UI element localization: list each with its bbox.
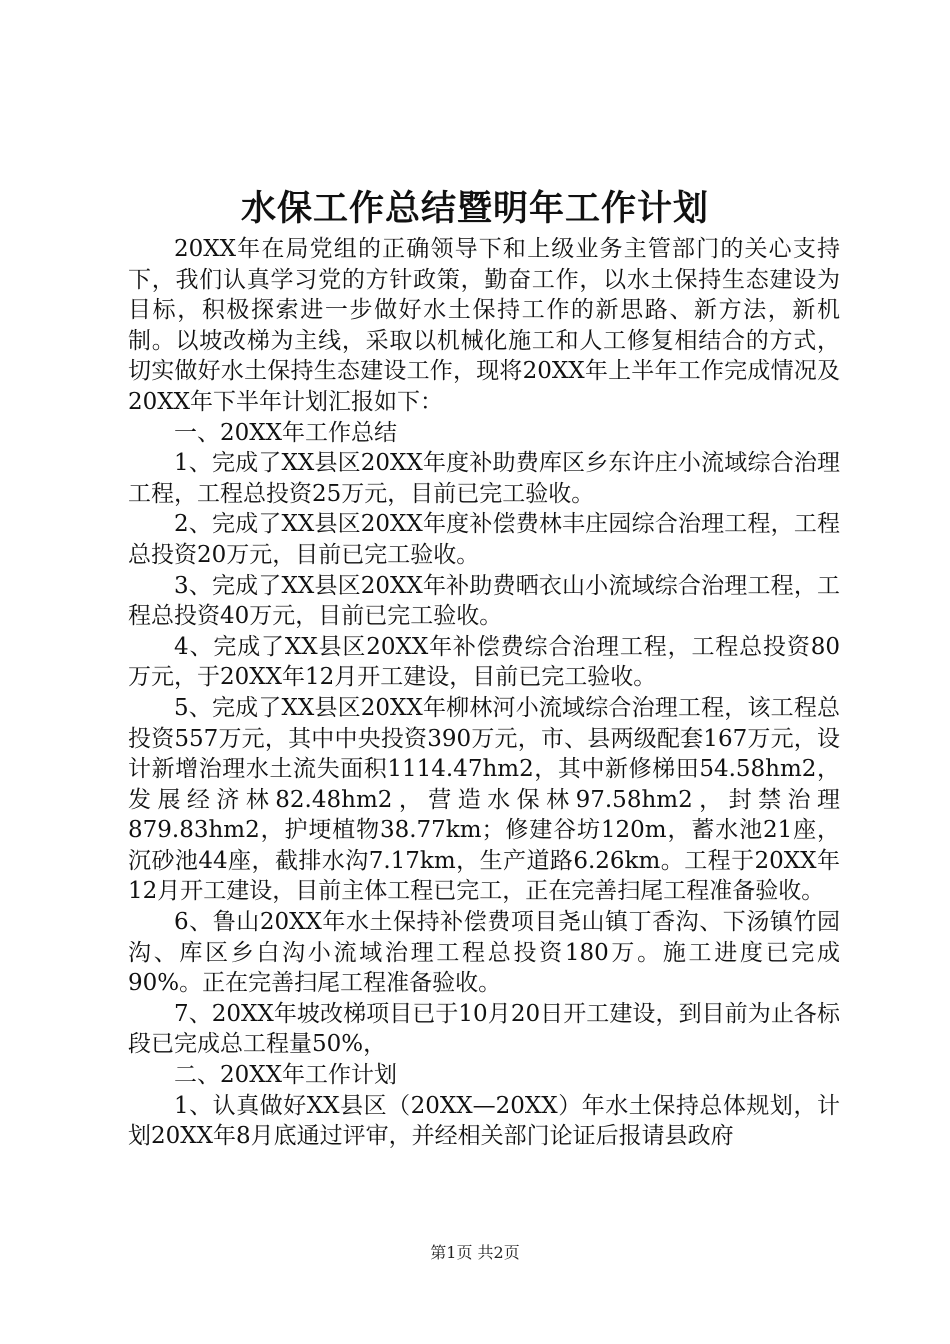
paragraph-intro: 20XX年在局党组的正确领导下和上级业务主管部门的关心支持下，我们认真学习党的方针政策，勤奋工作，以水土保持生态建设为目标，积极探索进一步做好水土保持工作的新思路、新方法，新机制。以坡改梯为主线，采取以机械化施工和人工修复相结合的方式，切实做好水土保持生态建设工作，现将20XX年上半年工作完成情况及20XX年下半年计划汇报如下： xyxy=(128,236,840,415)
paragraph-item-5: 5、完成了XX县区20XX年柳林河小流域综合治理工程，该工程总投资557万元，其中中央投资390万元，市、县两级配套167万元，设计新增治理水土流失面积1114.47hm2，其中新修梯田54.58hm2，发展经济林82.48hm2，营造水保林97.58hm2，封禁治理879.83hm2，护埂植物38.77km；修建谷坊120m，蓄水池21座，沉砂池44座，截排水沟7.17km，生产道路6.26km。工程于20XX年12月开工建设，目前主体工程已完工，正在完善扫尾工程准备验收。 xyxy=(128,694,840,905)
document-body xyxy=(128,234,840,1152)
page-number-footer: 第1页 共2页 xyxy=(430,1243,520,1262)
paragraph-item-1: 1、完成了XX县区20XX年度补助费库区乡东许庄小流域综合治理工程，工程总投资25万元，目前已完工验收。 xyxy=(128,450,840,507)
section-heading-summary: 一、20XX年工作总结 xyxy=(174,419,398,446)
paragraph-item-6: 6、鲁山20XX年水土保持补偿费项目尧山镇丁香沟、下汤镇竹园沟、库区乡白沟小流域治理工程总投资180万。施工进度已完成90%。正在完善扫尾工程准备验收。 xyxy=(128,909,840,997)
paragraph-item-2: 2、完成了XX县区20XX年度补偿费林丰庄园综合治理工程，工程总投资20万元，目前已完工验收。 xyxy=(128,511,840,568)
paragraph-item-3: 3、完成了XX县区20XX年补助费晒衣山小流域综合治理工程，工程总投资40万元，目前已完工验收。 xyxy=(128,572,840,630)
document-title: 水保工作总结暨明年工作计划 xyxy=(240,188,709,229)
section-heading-plan: 二、20XX年工作计划 xyxy=(174,1062,398,1089)
paragraph-item-7: 7、20XX年坡改梯项目已于10月20日开工建设，到目前为止各标段已完成总工程量50%， xyxy=(128,1000,840,1058)
paragraph-plan-1: 1、认真做好XX县区（20XX—20XX）年水土保持总体规划，计划20XX年8月底通过评审，并经相关部门论证后报请县政府 xyxy=(128,1092,840,1150)
paragraph-item-4: 4、完成了XX县区20XX年补偿费综合治理工程，工程总投资80万元，于20XX年12月开工建设，目前已完工验收。 xyxy=(128,633,840,691)
